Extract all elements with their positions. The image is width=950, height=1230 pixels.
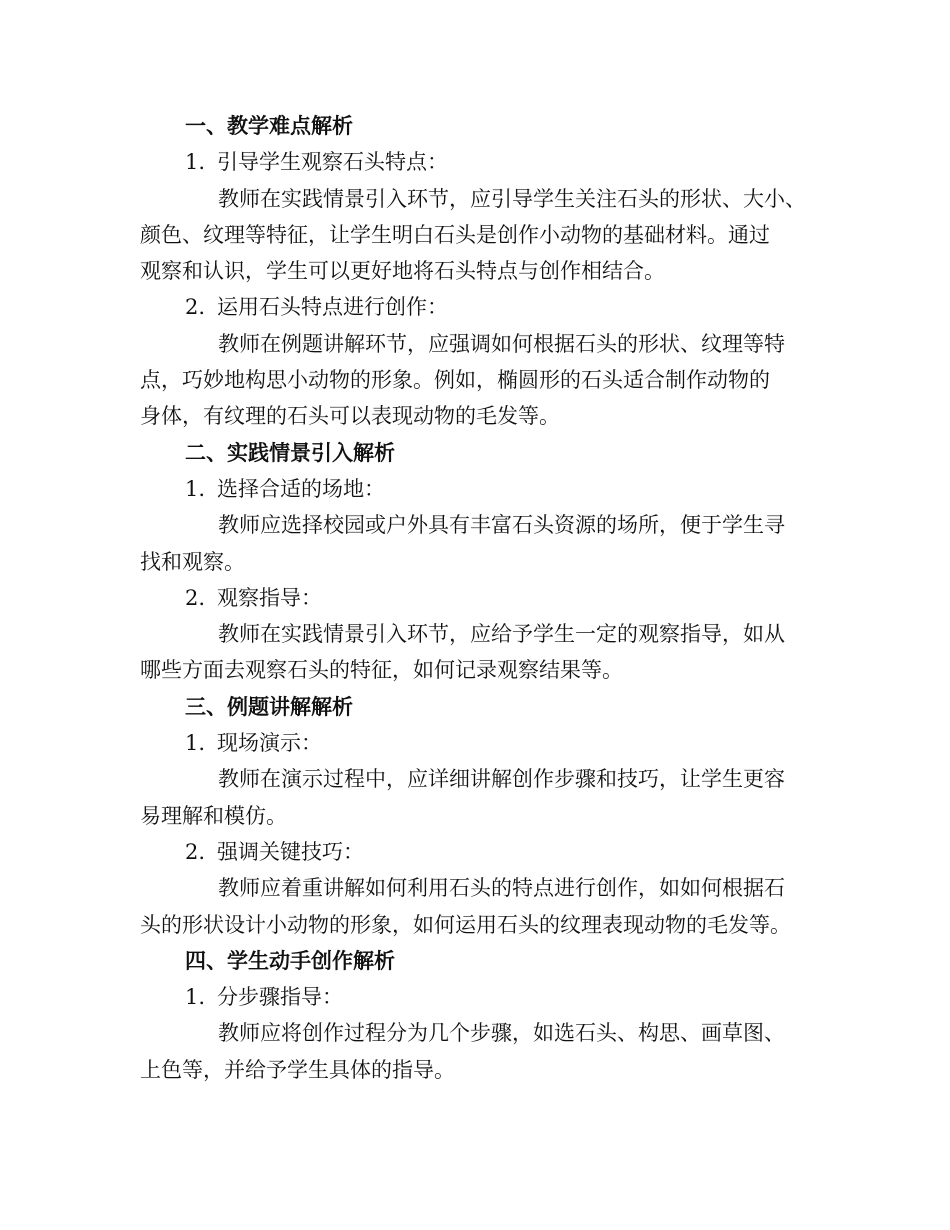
paragraph-line: 教师在实践情景引入环节，应给予学生一定的观察指导，如从	[218, 622, 785, 647]
list-number: 1.	[185, 476, 206, 501]
document-page	[140, 108, 820, 1088]
paragraph-line: 教师应将创作过程分为几个步骤，如选石头、构思、画草图、	[218, 1021, 785, 1046]
list-number: 1.	[185, 985, 206, 1010]
list-number: 2.	[185, 295, 206, 320]
paragraph-line: 点，巧妙地构思小动物的形象。例如，椭圆形的石头适合制作动物的	[140, 368, 770, 393]
list-number: 1.	[185, 150, 206, 175]
list-number: 2.	[185, 585, 206, 610]
list-item	[140, 580, 820, 616]
paragraph-line: 易理解和模仿。	[140, 803, 287, 828]
paragraph-line: 哪些方面去观察石头的特征，如何记录观察结果等。	[140, 658, 623, 683]
paragraph-line: 教师在例题讲解环节，应强调如何根据石头的形状、纹理等特	[218, 331, 785, 356]
list-item-title: 现场演示：	[217, 731, 322, 756]
list-item	[140, 834, 820, 870]
section-heading: 二、实践情景引入解析	[185, 439, 395, 465]
paragraph-line: 教师应选择校园或户外具有丰富石头资源的场所，便于学生寻	[218, 513, 785, 538]
paragraph-line: 教师应着重讲解如何利用石头的特点进行创作，如如何根据石	[218, 876, 785, 901]
paragraph-line: 身体，有纹理的石头可以表现动物的毛发等。	[140, 404, 560, 429]
list-item	[140, 144, 820, 180]
list-item-title: 运用石头特点进行创作：	[217, 295, 448, 320]
paragraph-line: 颜色、纹理等特征，让学生明白石头是创作小动物的基础材料。通过	[140, 222, 770, 247]
paragraph-line: 头的形状设计小动物的形象，如何运用石头的纹理表现动物的毛发等。	[140, 912, 791, 937]
paragraph-line: 观察和认识，学生可以更好地将石头特点与创作相结合。	[140, 259, 665, 284]
list-item-title: 选择合适的场地：	[217, 476, 385, 501]
list-item	[140, 725, 820, 761]
paragraph-line: 教师在演示过程中，应详细讲解创作步骤和技巧，让学生更容	[218, 767, 785, 792]
paragraph-line: 教师在实践情景引入环节，应引导学生关注石头的形状、大小、	[218, 186, 806, 211]
list-number: 1.	[185, 731, 206, 756]
list-item-title: 强调关键技巧：	[217, 839, 364, 864]
list-item	[140, 471, 820, 507]
list-item	[140, 979, 820, 1015]
list-item-title: 分步骤指导：	[217, 985, 343, 1010]
paragraph-line: 找和观察。	[140, 549, 245, 574]
list-number: 2.	[185, 839, 206, 864]
section-heading: 三、例题讲解解析	[185, 693, 353, 719]
list-item	[140, 289, 820, 325]
list-item-title: 引导学生观察石头特点：	[217, 150, 448, 175]
list-item-title: 观察指导：	[217, 585, 322, 610]
section-heading: 四、学生动手创作解析	[185, 947, 395, 973]
section-heading: 一、教学难点解析	[185, 113, 353, 138]
paragraph-line: 上色等，并给予学生具体的指导。	[140, 1057, 455, 1082]
